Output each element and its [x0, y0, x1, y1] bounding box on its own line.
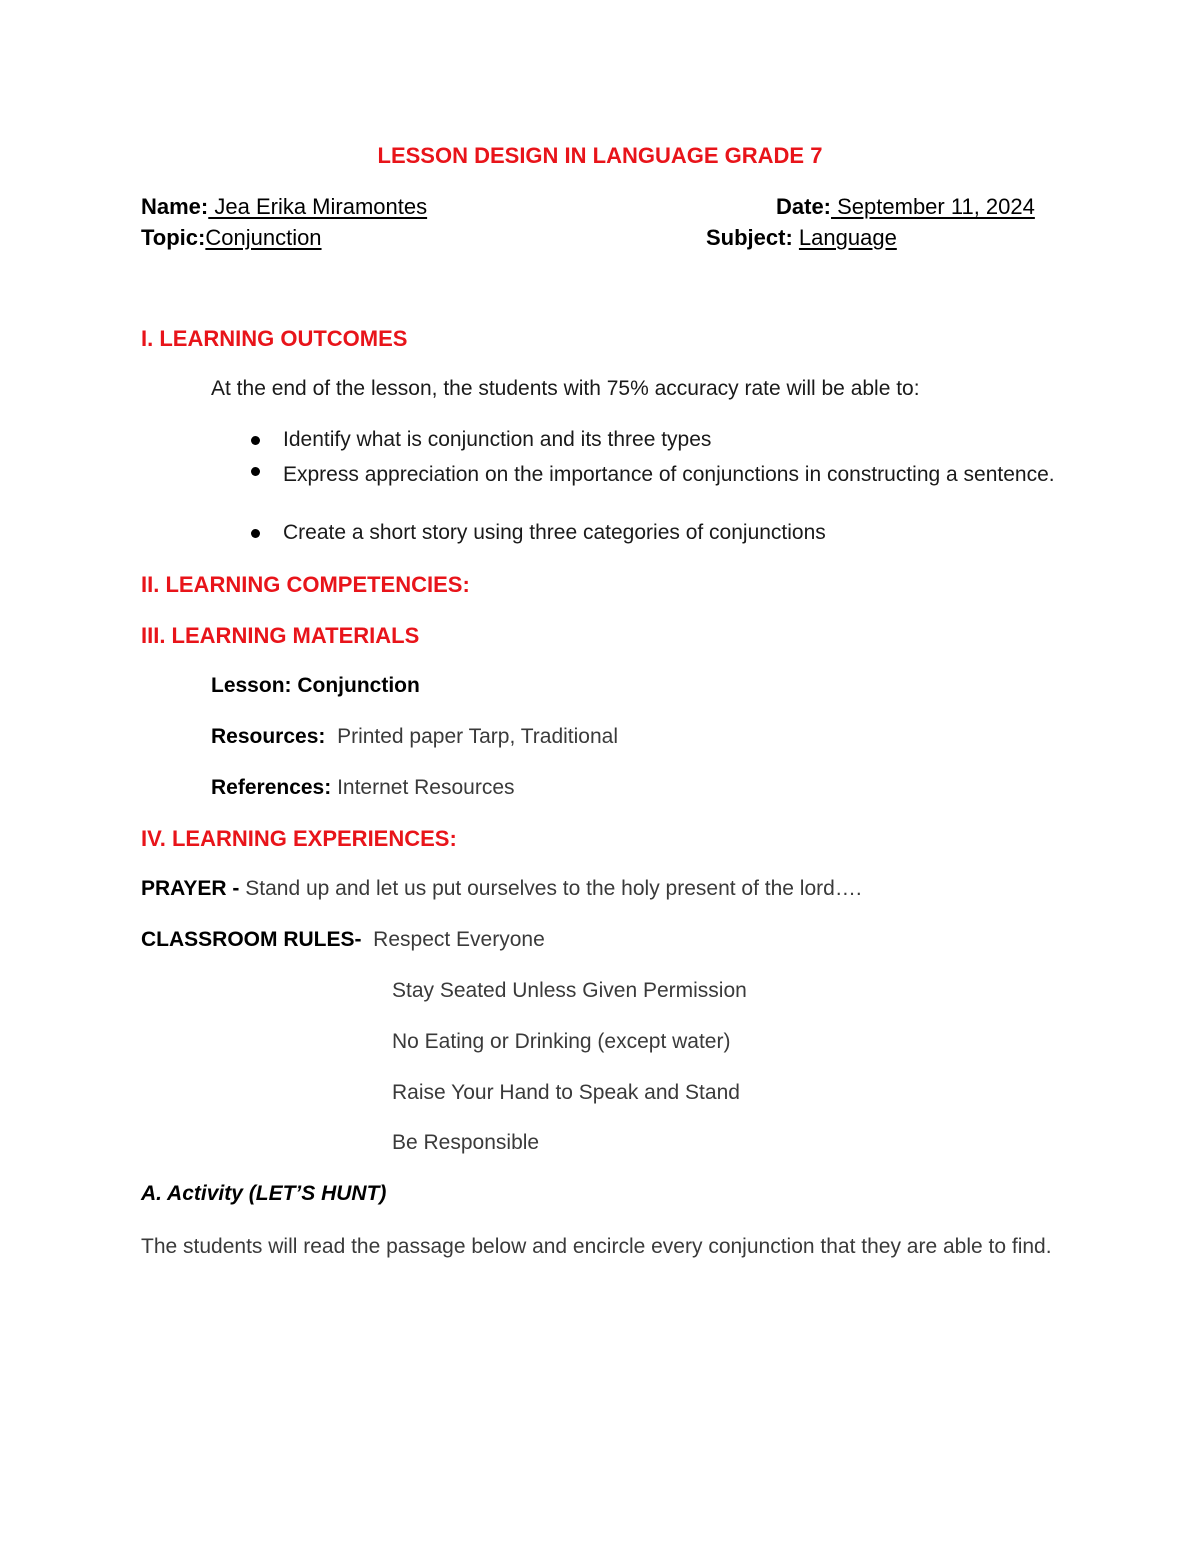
rules-line — [141, 928, 545, 952]
resources-label: Resources: — [211, 725, 326, 748]
bullet-icon — [251, 529, 260, 538]
resources-line — [211, 725, 618, 749]
materials-heading: III. LEARNING MATERIALS — [141, 623, 420, 648]
rule-item: No Eating or Drinking (except water) — [392, 1030, 731, 1053]
topic-value: Conjunction — [205, 225, 322, 250]
name-label: Name: — [141, 194, 209, 219]
outcome-item: Express appreciation on the importance of conjunctions in constructing a sentence. — [283, 463, 1055, 486]
topic-field — [141, 225, 417, 251]
prayer-line — [141, 877, 862, 901]
activity-text: The students will read the passage below and encircle every conjunction that they are able to find. — [141, 1235, 1052, 1258]
rules-label: CLASSROOM RULES- — [141, 928, 362, 951]
subject-value: Language — [798, 225, 897, 250]
name-field — [141, 194, 427, 220]
prayer-text: Stand up and let us put ourselves to the holy present of the lord…. — [245, 877, 862, 900]
rule-item: Stay Seated Unless Given Permission — [392, 979, 747, 1002]
competencies-heading: II. LEARNING COMPETENCIES: — [141, 572, 470, 597]
document-title: LESSON DESIGN IN LANGUAGE GRADE 7 — [377, 143, 823, 168]
outcomes-intro: At the end of the lesson, the students with 75% accuracy rate will be able to: — [211, 377, 920, 400]
subject-field — [706, 225, 897, 251]
date-value: September 11, 2024 — [831, 194, 1035, 219]
outcome-item: Create a short story using three categories of conjunctions — [283, 521, 826, 544]
prayer-label: PRAYER - — [141, 877, 240, 900]
lesson-label: Lesson: Conjunction — [211, 674, 420, 697]
references-line — [211, 776, 515, 800]
date-field — [776, 194, 1035, 220]
topic-label: Topic: — [141, 225, 206, 250]
date-label: Date: — [776, 194, 832, 219]
rule-item: Be Responsible — [392, 1131, 540, 1154]
references-value: Internet Resources — [337, 776, 515, 799]
experiences-heading: IV. LEARNING EXPERIENCES: — [141, 826, 457, 851]
name-value: Jea Erika Miramontes — [208, 194, 428, 219]
bullet-icon — [251, 467, 260, 476]
rule-item: Respect Everyone — [373, 928, 545, 951]
outcomes-heading: I. LEARNING OUTCOMES — [141, 326, 408, 351]
references-label: References: — [211, 776, 332, 799]
subject-label: Subject: — [706, 225, 793, 250]
bullet-icon — [251, 436, 260, 445]
activity-heading: A. Activity (LET’S HUNT) — [141, 1182, 387, 1205]
resources-value: Printed paper Tarp, Traditional — [337, 725, 619, 748]
outcome-item: Identify what is conjunction and its three types — [283, 428, 712, 451]
rule-item: Raise Your Hand to Speak and Stand — [392, 1081, 740, 1104]
